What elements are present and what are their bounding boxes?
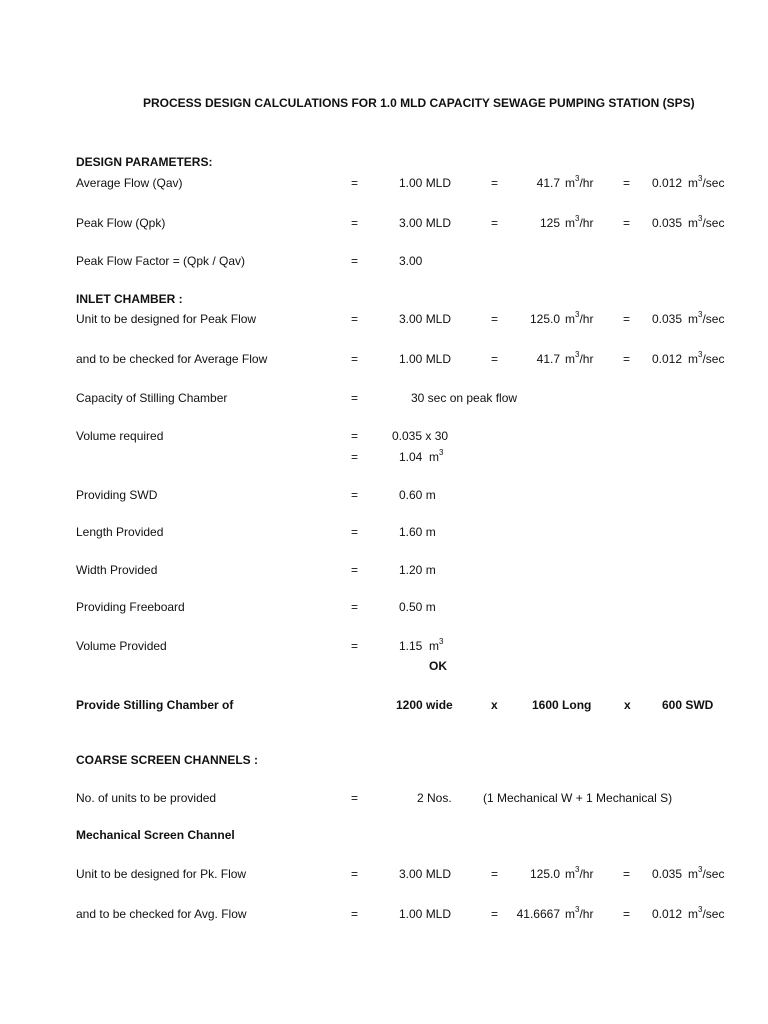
volume-provided-value: 1.15 $m^3$ [399,637,444,653]
equals-sign: = [623,176,631,190]
volume-provided-label: Volume Provided [76,639,167,653]
check-avg-mld: 1.00 MLD [399,907,452,921]
unit-m3-per-sec: $m^3/\sec$ [688,350,725,366]
equals-sign: = [623,312,631,326]
equals-sign: = [351,352,359,366]
peak-flow-label: Peak Flow (Qpk) [76,216,166,230]
unit-m3-per-sec: $m^3/\sec$ [688,214,725,230]
equals-sign: = [351,488,359,502]
equals-sign: = [351,312,359,326]
unit-m3-per-hr: $m^3/hr$ [565,310,594,326]
equals-sign: = [491,312,499,326]
unit-m3-per-sec: $m^3/\sec$ [688,310,725,326]
swd-label: Providing SWD [76,488,158,502]
provide-label: Provide Stilling Chamber of [76,698,234,712]
peak-flow-m3hr: 125 [539,216,560,230]
width-label: Width Provided [76,563,158,577]
design-peak-label: Unit to be designed for Peak Flow [76,312,257,326]
check-avg-m3sec: 0.012 [652,352,683,366]
design-pk-m3sec: 0.035 [652,867,683,881]
equals-sign: = [351,867,359,881]
swd-value: 0.60 m [399,488,436,502]
equals-sign: = [623,867,631,881]
freeboard-value: 0.50 m [399,600,436,614]
equals-sign: = [351,563,359,577]
equals-sign: = [623,216,631,230]
equals-sign: = [351,450,359,464]
length-label: Length Provided [76,525,164,539]
mechanical-screen-subheading: Mechanical Screen Channel [76,828,235,842]
equals-sign: = [491,907,499,921]
equals-sign: = [491,352,499,366]
equals-sign: = [351,907,359,921]
volume-required-formula: 0.035 x 30 [392,429,449,443]
peak-flow-m3sec: 0.035 [652,216,683,230]
design-pk-m3hr: 125.0 [529,867,560,881]
equals-sign: = [351,429,359,443]
unit-m3-per-sec: $m^3/\sec$ [688,865,725,881]
page-title: PROCESS DESIGN CALCULATIONS FOR 1.0 MLD CAPACITY SEWAGE PUMPING STATION (SPS) [143,96,695,110]
ok-check: OK [429,659,447,673]
provide-swd: 600 SWD [662,698,714,712]
average-flow-m3sec: 0.012 [652,176,683,190]
equals-sign: = [351,176,359,190]
units-label: No. of units to be provided [76,791,217,805]
capacity-value: 30 sec on peak flow [411,391,518,405]
design-peak-m3sec: 0.035 [652,312,683,326]
coarse-screen-heading: COARSE SCREEN CHANNELS : [76,753,259,767]
times-sign: x [491,698,498,712]
times-sign: x [624,698,631,712]
equals-sign: = [351,216,359,230]
equals-sign: = [351,791,359,805]
equals-sign: = [491,176,499,190]
units-value: 2 Nos. [417,791,452,805]
provide-wide: 1200 wide [396,698,453,712]
volume-required-label: Volume required [76,429,164,443]
capacity-label: Capacity of Stilling Chamber [76,391,228,405]
equals-sign: = [351,391,359,405]
equals-sign: = [351,525,359,539]
equals-sign: = [623,907,631,921]
design-pk-label: Unit to be designed for Pk. Flow [76,867,247,881]
unit-m3-per-hr: $m^3/hr$ [565,865,594,881]
check-avg-m3hr: 41.7 [536,352,560,366]
equals-sign: = [351,254,359,268]
equals-sign: = [491,867,499,881]
width-value: 1.20 m [399,563,436,577]
freeboard-label: Providing Freeboard [76,600,185,614]
design-parameters-heading: DESIGN PARAMETERS: [76,155,213,169]
peak-factor-label: Peak Flow Factor = (Qpk / Qav) [76,254,246,268]
length-value: 1.60 m [399,525,436,539]
unit-m3-per-hr: $m^3/hr$ [565,905,594,921]
average-flow-mld: 1.00 MLD [399,176,452,190]
check-avg-label: and to be checked for Average Flow [76,352,268,366]
unit-m3-per-hr: $m^3/hr$ [565,214,594,230]
average-flow-m3hr: 41.7 [536,176,560,190]
check-avg-m3hr: 41.6667 [516,907,560,921]
design-peak-mld: 3.00 MLD [399,312,452,326]
peak-flow-mld: 3.00 MLD [399,216,452,230]
check-avg-mld: 1.00 MLD [399,352,452,366]
peak-factor-value: 3.00 [399,254,423,268]
check-avg-m3sec: 0.012 [652,907,683,921]
equals-sign: = [351,600,359,614]
average-flow-label: Average Flow (Qav) [76,176,183,190]
design-peak-m3hr: 125.0 [529,312,560,326]
volume-required-value: 1.04 $m^3$ [399,448,444,464]
check-avg-label: and to be checked for Avg. Flow [76,907,247,921]
equals-sign: = [491,216,499,230]
equals-sign: = [623,352,631,366]
provide-long: 1600 Long [532,698,592,712]
inlet-chamber-heading: INLET CHAMBER : [76,292,183,306]
design-pk-mld: 3.00 MLD [399,867,452,881]
equals-sign: = [351,639,359,653]
unit-m3-per-sec: $m^3/\sec$ [688,174,725,190]
unit-m3-per-hr: $m^3/hr$ [565,174,594,190]
units-note: (1 Mechanical W + 1 Mechanical S) [483,791,673,805]
unit-m3-per-hr: $m^3/hr$ [565,350,594,366]
unit-m3-per-sec: $m^3/\sec$ [688,905,725,921]
